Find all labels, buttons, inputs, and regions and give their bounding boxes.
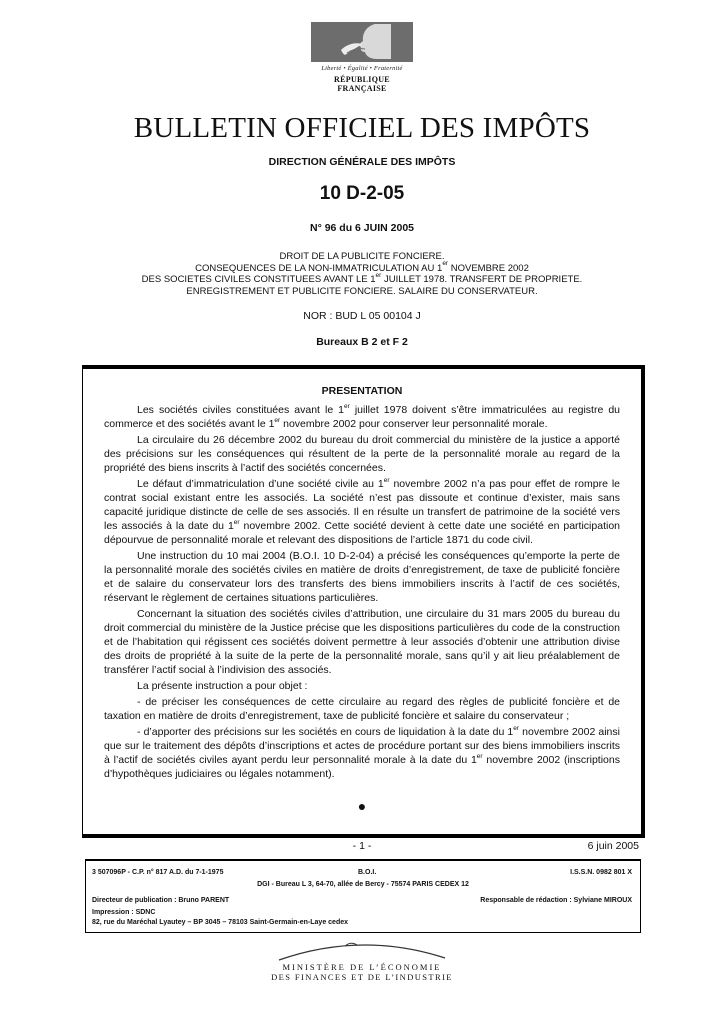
paragraph: La circulaire du 26 décembre 2002 du bureau du droit commercial du ministère de la justice a apporté des précisions sur les conséquences qui résultent de la perte de la personnalité morale au regard de la propriété des biens inscrits à l’actif des sociétés concernées.	[104, 434, 620, 474]
issue-number: N° 96 du 6 JUIN 2005	[310, 222, 414, 234]
publication-footer	[85, 859, 641, 933]
ministry-name-line2: DES FINANCES ET DE L’INDUSTRIE	[271, 972, 453, 982]
presentation-title: PRESENTATION	[321, 385, 403, 397]
footer-publisher: Directeur de publication : Bruno PARENT	[92, 897, 230, 904]
end-bullet: ●	[357, 798, 367, 814]
bulletin-title: BULLETIN OFFICIEL DES IMPÔTS	[133, 112, 591, 144]
footer-address: DGI - Bureau L 3, 64-70, allée de Bercy - 75574 PARIS CEDEX 12	[257, 881, 469, 888]
marianne-emblem	[311, 22, 413, 62]
footer-editor: Responsable de rédaction : Sylviane MIROUX	[480, 897, 632, 904]
logo-motto: Liberté • Égalité • Fraternité	[321, 65, 403, 72]
subject-line: DROIT DE LA PUBLICITE FONCIERE.	[279, 251, 445, 262]
nor-reference: NOR : BUD L 05 00104 J	[303, 310, 421, 322]
paragraph: - d’apporter des précisions sur les sociétés en cours de liquidation à la date du 1er novembre 2002 ainsi que sur le traitement des dépôts d’inscriptions et actes de procédure portant sur des biens immobiliers inscrits à l’actif de sociétés civiles ayant perdu leur personnalité morale à la date du 1er novembre 2002 (inscriptions d’hypothèques judiciaires ou légales notamment).	[104, 724, 620, 780]
paragraph: Une instruction du 10 mai 2004 (B.O.I. 10 D-2-04) a précisé les conséquences qu’emporte la perte de la personnalité morale des sociétés civiles en matière de droits d’enregistrement, de taxe de publicité foncière et de salaire du conservateur lors des transferts des biens immobiliers inscrits à l’actif de ces sociétés, réservant le règlement de certaines situations particulières.	[104, 550, 620, 604]
subject-line: ENREGISTREMENT ET PUBLICITE FONCIERE. SALAIRE DU CONSERVATEUR.	[186, 285, 538, 297]
ministry-name-line1: MINISTÈRE DE L’ÉCONOMIE	[282, 962, 442, 972]
page-date: 6 juin 2005	[587, 840, 639, 852]
logo-republique-name: RÉPUBLIQUE FRANÇAISE	[334, 75, 390, 93]
paragraph: Le défaut d’immatriculation d’une société civile au 1er novembre 2002 n’a pas pour effet de rompre le contrat social existant entre les associés. La société n’est pas dissoute et continue d’exister, mais sans capacité juridique distincte de celle de ses associés. Il en résulte un transfert de patrimoine de la société vers les associés à la date du 1er novembre 2002. Cette société devient à cette date une société en participation dépourvue de personnalité morale et relevant des dispositions de l’article 1871 du code civil.	[104, 476, 620, 546]
footer-reference: 3 507096P - C.P. n° 817 A.D. du 7-1-1975	[92, 869, 224, 876]
presentation-body	[104, 403, 620, 783]
ministry-arc-icon	[275, 937, 449, 961]
document-code: 10 D-2-05	[319, 183, 405, 204]
republique-francaise-logo	[311, 22, 413, 93]
direction-heading: DIRECTION GÉNÉRALE DES IMPÔTS	[268, 156, 456, 168]
paragraph: - de préciser les conséquences de cette circulaire au regard des règles de publicité foncière et de taxation en matière de droits d’enregistrement, taxe de publicité foncière et salaire du conservateur ;	[104, 696, 620, 722]
marianne-profile-icon	[311, 22, 413, 62]
bureaux-label: Bureaux B 2 et F 2	[316, 336, 408, 348]
footer-issn: I.S.S.N. 0982 801 X	[570, 869, 632, 876]
subject-line: CONSEQUENCES DE LA NON-IMMATRICULATION AU 1er NOVEMBRE 2002	[195, 260, 529, 274]
subject-block	[0, 251, 724, 297]
paragraph: La présente instruction a pour objet :	[137, 680, 308, 692]
paragraph: Concernant la situation des sociétés civiles d’attribution, une circulaire du 31 mars 2005 du bureau du droit commercial du ministère de la Justice précise que les dispositions particulières du code de la construction et de l’habitation qui régissent ces sociétés doivent permettre à leur associés d’obtenir une attribution divise des droits de propriété à la suite de la perte de la personnalité morale, sans qu’il y ait lieu préalablement de transférer l’actif social à l’indivision des associés.	[104, 608, 620, 676]
subject-line: DES SOCIETES CIVILES CONSTITUEES AVANT LE 1er JUILLET 1978. TRANSFERT DE PROPRIETE.	[141, 271, 583, 285]
footer-boi: B.O.I.	[358, 869, 377, 876]
footer-printer: Impression : SDNC	[92, 909, 156, 916]
page-number: - 1 -	[352, 840, 372, 852]
footer-printer-address: 82, rue du Maréchal Lyautey – BP 3045 – 78103 Saint-Germain-en-Laye cedex	[92, 919, 349, 926]
paragraph: Les sociétés civiles constituées avant le 1er juillet 1978 doivent s’être immatriculées au registre du commerce et des sociétés avant le 1er novembre 2002 pour conserver leur personnalité morale.	[104, 402, 620, 430]
